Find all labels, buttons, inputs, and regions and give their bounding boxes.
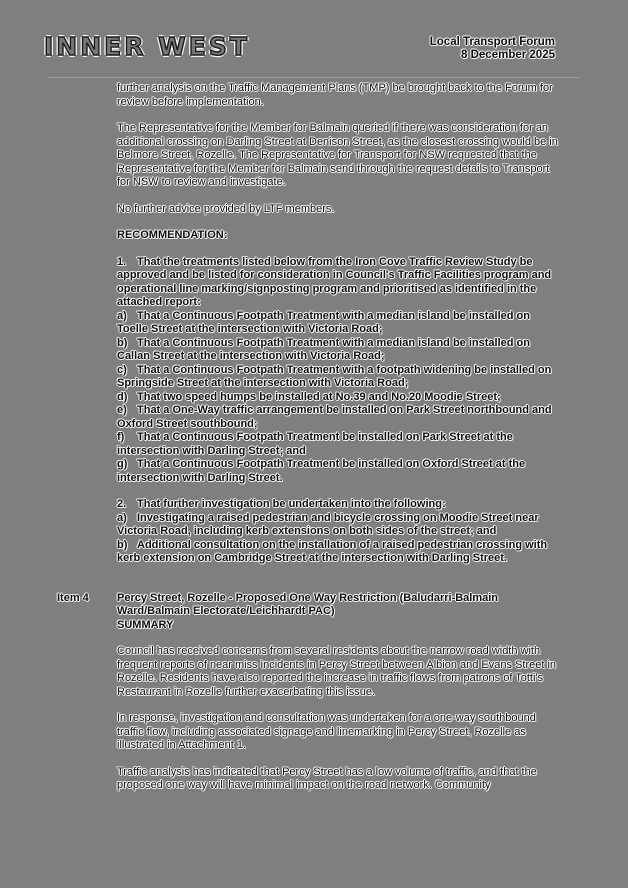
list-label: b) [117, 336, 128, 349]
list-label: c) [117, 363, 127, 376]
list-text: That a Continuous Footpath Treatment be installed on Park Street at the intersection with Darling Street; and [117, 431, 513, 457]
summary-heading: SUMMARY [117, 618, 174, 631]
list-label: 2. [117, 498, 127, 510]
item-4-heading-row [57, 592, 558, 619]
list-label: d) [117, 390, 128, 403]
item-4-title: Percy Street, Rozelle - Proposed One Way Restriction (Baludarri-Balmain Ward/Balmain Electorate/Leichhardt PAC) [117, 591, 499, 617]
document-header [430, 36, 555, 62]
paragraph: No further advice provided by LTF members. [117, 202, 335, 215]
list-label: a) [117, 511, 127, 524]
list-text: That a Continuous Footpath Treatment with a footpath widening be installed on Springside Street at the intersection with Victoria Road; [117, 363, 552, 389]
recommendation-1c [57, 364, 558, 391]
list-text: That a One-Way traffic arrangement be installed on Park Street northbound and Oxford Street southbound; [117, 404, 552, 430]
recommendation-1 [57, 256, 558, 310]
summary-paragraph: In response, investigation and consultation was undertaken for a one-way southbound traffic flow, including associated signage and linemarking in Percy Street, Rozelle as illustrated in Attachment 1. [117, 712, 536, 751]
inner-west-council-logo: INNER WEST [44, 32, 250, 61]
recommendation-1a [57, 310, 558, 337]
document-body [57, 82, 558, 793]
list-label: a) [117, 309, 127, 322]
forum-date: 8 December 2025 [461, 49, 555, 61]
recommendation-2 [57, 498, 558, 512]
list-label: f) [117, 431, 125, 443]
summary-paragraph: Council has received concerns from several residents about the narrow road width with frequent reports of near miss incidents in Percy Street between Albion and Evans Street in Rozelle. Residents have also reported the increase in traffic flows from patrons of Totti's Restaurant in Rozelle further exacerbating this issue. [117, 645, 557, 698]
list-text: That the treatments listed below from the Iron Cove Traffic Review Study be approved and be listed for consideration in Council's Traffic Facilities program and operational line marking/signposting program and prioritised as identified in the attached report: [117, 255, 552, 308]
recommendation-2b [57, 539, 558, 566]
list-label: e) [117, 404, 127, 416]
list-text: Additional consultation on the installation of a raised pedestrian crossing with kerb extension on Cambridge Street at the intersection with Darling Street. [117, 538, 548, 564]
recommendation-1e [57, 404, 558, 431]
forum-title: Local Transport Forum [429, 36, 555, 48]
list-text: Investigating a raised pedestrian and bicycle crossing on Moodie Street near Victoria Road, including kerb extensions on both sides of the street; and [117, 511, 539, 537]
paragraph: The Representative for the Member for Balmain queried if there was consideration for an additional crossing on Darling Street at Denison Street, as the closest crossing would be in Belmore Street, Rozelle. The Representative for Transport for NSW requested that the Representative for the Member for Balmain send through the request details to Transport for NSW to review and investigate. [117, 122, 558, 188]
header-divider [48, 77, 580, 78]
summary-paragraph: Traffic analysis has indicated that Percy Street has a low volume of traffic, and that the proposed one way will have minimal impact on the road network. Community [117, 765, 537, 791]
recommendation-1d [57, 391, 558, 405]
recommendation-1f [57, 431, 558, 458]
list-text: That a Continuous Footpath Treatment with a median island be installed on Toelle Street at the intersection with Victoria Road; [117, 309, 530, 335]
list-label: g) [117, 458, 128, 470]
list-text: That further investigation be undertaken into the following: [137, 498, 446, 510]
recommendation-2a [57, 512, 558, 539]
list-text: That a Continuous Footpath Treatment with a median island be installed on Callan Street at the intersection with Victoria Road; [117, 336, 530, 362]
item-number-label: Item 4 [57, 591, 89, 604]
list-text: That two speed humps be installed at No.39 and No.20 Moodie Street; [137, 390, 501, 403]
list-label: 1. [117, 255, 127, 268]
recommendation-heading: RECOMMENDATION: [117, 229, 228, 241]
list-text: That a Continuous Footpath Treatment be installed on Oxford Street at the intersection with Darling Street. [117, 458, 526, 484]
list-label: b) [117, 538, 128, 551]
recommendation-1g [57, 458, 558, 485]
recommendation-1b [57, 337, 558, 364]
paragraph: further analysis on the Traffic Management Plans (TMP) be brought back to the Forum for review before implementation. [117, 82, 553, 108]
